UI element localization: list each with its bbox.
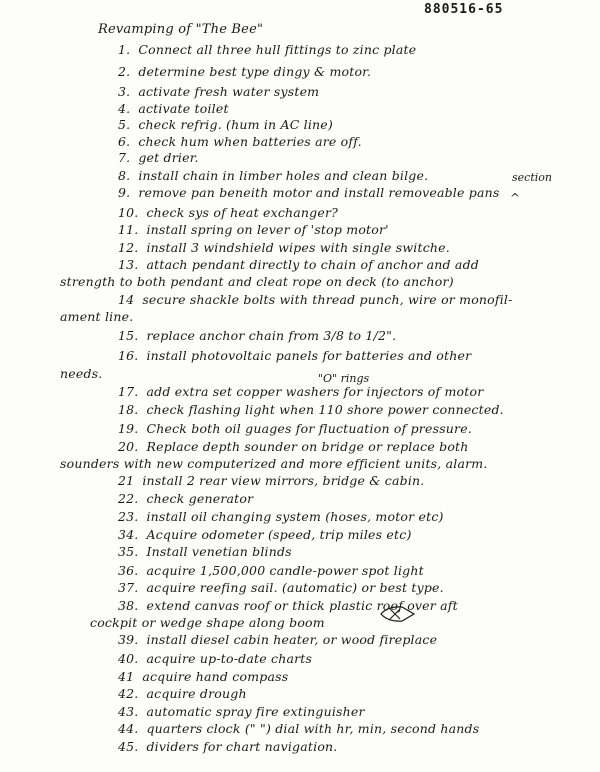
item-text: determine best type dingy & motor. xyxy=(138,64,372,79)
item-text: Check both oil guages for fluctuation of pressure. xyxy=(146,421,473,436)
item-text: check flashing light when 110 shore power connected. xyxy=(146,402,504,417)
item-number: 38. xyxy=(118,598,139,613)
list-item xyxy=(118,421,472,436)
item-text: add extra set copper washers for injectors of motor xyxy=(146,384,484,399)
list-item xyxy=(118,205,338,220)
list-item xyxy=(118,134,362,149)
item-number: 3. xyxy=(118,84,131,99)
item-number: 34. xyxy=(118,527,139,542)
list-item xyxy=(118,168,428,183)
item-number: 40. xyxy=(118,651,139,666)
list-item xyxy=(118,651,312,666)
item-number: 13. xyxy=(118,257,139,272)
page-title: Revamping of "The Bee" xyxy=(98,22,264,37)
list-item xyxy=(60,274,454,289)
list-item xyxy=(118,222,389,237)
item-text: acquire reefing sail. (automatic) or best type. xyxy=(146,580,444,595)
list-item xyxy=(90,615,325,630)
list-item xyxy=(118,669,288,684)
item-text: check generator xyxy=(146,491,254,506)
item-text: install photovoltaic panels for batteries and other xyxy=(146,348,472,363)
list-item xyxy=(118,491,253,506)
list-item xyxy=(118,632,437,647)
item-number: 42. xyxy=(118,686,139,701)
item-text: replace anchor chain from 3/8 to 1/2". xyxy=(146,328,397,343)
list-item xyxy=(118,402,504,417)
insertion-caret: ^ xyxy=(510,191,521,205)
item-number: 6. xyxy=(118,134,131,149)
item-text: install oil changing system (hoses, motor etc) xyxy=(146,509,444,524)
item-number: 45. xyxy=(118,739,139,754)
item-text: Install venetian blinds xyxy=(146,544,292,559)
annotation-section: section xyxy=(512,171,552,184)
item-text: install spring on lever of 'stop motor' xyxy=(146,222,389,237)
item-number: 20. xyxy=(118,439,139,454)
item-text: install 2 rear view mirrors, bridge & cabin. xyxy=(142,473,425,488)
list-item xyxy=(118,384,483,399)
item-text: get drier. xyxy=(138,150,199,165)
list-item xyxy=(118,527,412,542)
item-number: 39. xyxy=(118,632,139,647)
item-number: 8. xyxy=(118,168,131,183)
item-number: 7. xyxy=(118,150,131,165)
list-item xyxy=(118,439,469,454)
list-item xyxy=(118,686,247,701)
item-number: 2. xyxy=(118,64,131,79)
boom-sketch-icon xyxy=(378,603,418,625)
item-number: 37. xyxy=(118,580,139,595)
item-number: 41 xyxy=(118,669,135,684)
list-item xyxy=(118,257,479,272)
list-item xyxy=(118,292,513,307)
item-number: 22. xyxy=(118,491,139,506)
list-item xyxy=(118,739,337,754)
list-item xyxy=(118,721,479,736)
item-text: check sys of heat exchanger? xyxy=(146,205,339,220)
list-item xyxy=(60,309,133,324)
item-number: 14 xyxy=(118,292,135,307)
item-number: 23. xyxy=(118,509,139,524)
item-text: Acquire odometer (speed, trip miles etc) xyxy=(146,527,412,542)
item-text: cockpit or wedge shape along boom xyxy=(90,615,325,630)
list-item xyxy=(118,348,471,363)
item-number: 12. xyxy=(118,240,139,255)
item-text: sounders with new computerized and more efficient units, alarm. xyxy=(60,456,488,471)
list-item xyxy=(118,580,444,595)
item-text: acquire 1,500,000 candle-power spot light xyxy=(146,563,424,578)
item-text: strength to both pendant and cleat rope on deck (to anchor) xyxy=(60,274,454,289)
item-number: 11. xyxy=(118,222,139,237)
item-text: automatic spray fire extinguisher xyxy=(146,704,365,719)
item-number: 4. xyxy=(118,101,131,116)
list-item xyxy=(118,64,371,79)
item-number: 9. xyxy=(118,185,131,200)
list-item xyxy=(118,544,292,559)
item-number: 44. xyxy=(118,721,139,736)
item-text: needs. xyxy=(60,366,103,381)
item-number: 1. xyxy=(118,42,131,57)
item-number: 36. xyxy=(118,563,139,578)
list-item xyxy=(118,509,444,524)
list-item xyxy=(118,84,319,99)
item-text: quarters clock (" ") dial with hr, min, second hands xyxy=(146,721,480,736)
item-number: 43. xyxy=(118,704,139,719)
item-number: 17. xyxy=(118,384,139,399)
item-text: install diesel cabin heater, or wood fireplace xyxy=(146,632,438,647)
list-item xyxy=(118,328,396,343)
list-item xyxy=(118,117,333,132)
item-text: check refrig. (hum in AC line) xyxy=(138,117,333,132)
item-text: Connect all three hull fittings to zinc plate xyxy=(138,42,417,57)
list-item xyxy=(60,456,488,471)
item-text: activate toilet xyxy=(138,101,229,116)
item-text: extend canvas roof or thick plastic roof over aft xyxy=(146,598,458,613)
list-item xyxy=(118,185,500,200)
item-number: 16. xyxy=(118,348,139,363)
item-text: activate fresh water system xyxy=(138,84,320,99)
item-text: attach pendant directly to chain of anchor and add xyxy=(146,257,479,272)
list-item xyxy=(118,704,365,719)
list-item xyxy=(118,240,450,255)
list-item xyxy=(118,473,424,488)
item-number: 10. xyxy=(118,205,139,220)
item-text: acquire hand compass xyxy=(142,669,289,684)
item-text: dividers for chart navigation. xyxy=(146,739,338,754)
item-text: check hum when batteries are off. xyxy=(138,134,362,149)
item-text: acquire up-to-date charts xyxy=(146,651,313,666)
item-text: install chain in limber holes and clean bilge. xyxy=(138,168,429,183)
item-text: ament line. xyxy=(60,309,134,324)
document-id: 880516-65 xyxy=(424,2,504,17)
item-number: 15. xyxy=(118,328,139,343)
item-number: 21 xyxy=(118,473,135,488)
list-item xyxy=(118,101,229,116)
item-text: remove pan beneith motor and install removeable pans xyxy=(138,185,500,200)
item-number: 35. xyxy=(118,544,139,559)
list-item xyxy=(60,366,102,381)
list-item xyxy=(118,150,199,165)
list-item xyxy=(118,42,416,57)
item-number: 19. xyxy=(118,421,139,436)
annotation-o-rings: "O" rings xyxy=(318,372,370,385)
item-number: 5. xyxy=(118,117,131,132)
item-text: install 3 windshield wipes with single switche. xyxy=(146,240,450,255)
item-number: 18. xyxy=(118,402,139,417)
list-item xyxy=(118,563,424,578)
item-text: Replace depth sounder on bridge or replace both xyxy=(146,439,469,454)
item-text: acquire drough xyxy=(146,686,247,701)
item-text: secure shackle bolts with thread punch, wire or monofil- xyxy=(142,292,513,307)
